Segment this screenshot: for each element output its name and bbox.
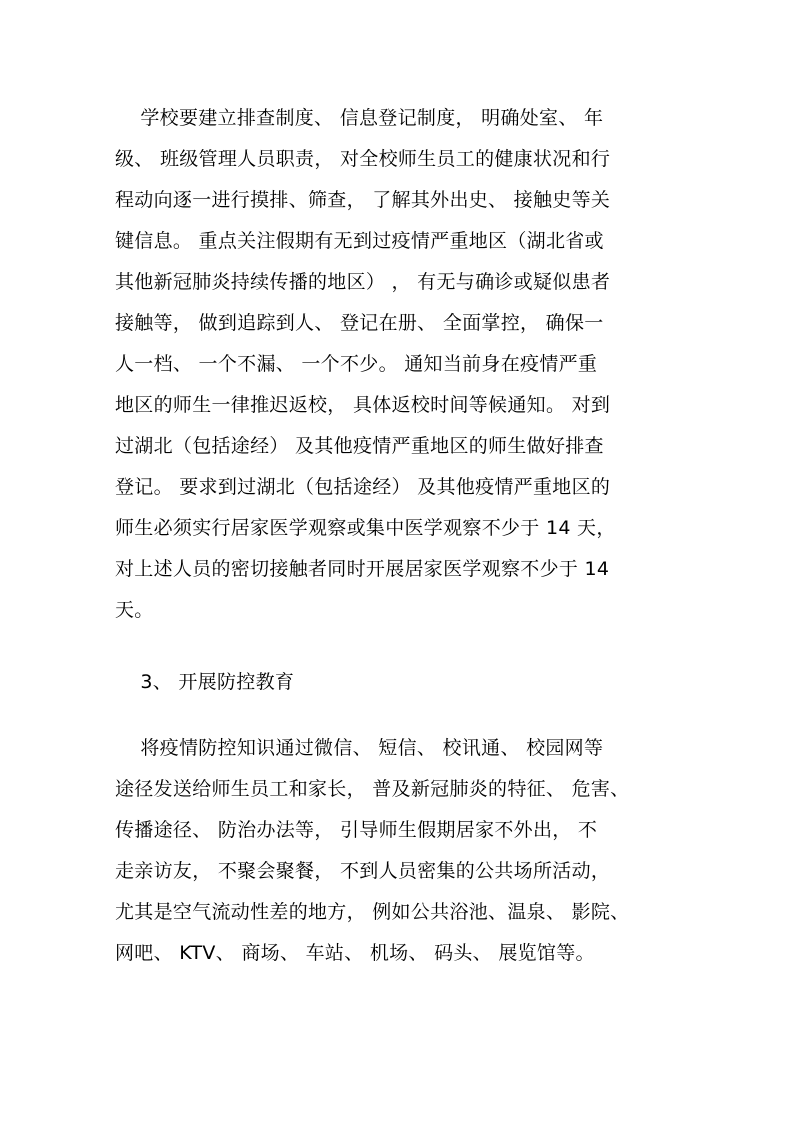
paragraph-1-line: 人一档、 一个不漏、 一个不少。 通知当前身在疫情严重 xyxy=(115,353,598,375)
paragraph-1-line: 程动向逐一进行摸排、筛查， 了解其外出史、 接触史等关 xyxy=(115,189,611,211)
paragraph-2-line: 途径发送给师生员工和家长， 普及新冠肺炎的特征、 危害、 xyxy=(115,778,630,800)
paragraph-1-line: 天。 xyxy=(115,599,154,621)
section-heading: 3、 开展防控教育 xyxy=(115,671,295,693)
paragraph-1-line: 对上述人员的密切接触者同时开展居家医学观察不少于 14 xyxy=(115,558,610,580)
paragraph-1-line: 接触等， 做到追踪到人、 登记在册、 全面掌控， 确保一 xyxy=(115,312,604,334)
paragraph-1-line: 过湖北（包括途经） 及其他疫情严重地区的师生做好排查 xyxy=(115,435,604,457)
paragraph-2-line: 传播途径、 防治办法等， 引导师生假期居家不外出， 不 xyxy=(115,819,598,841)
paragraph-2-line: 尤其是空气流动性差的地方， 例如公共浴池、温泉、 影院、 xyxy=(115,901,630,923)
paragraph-1-line: 级、 班级管理人员职责， 对全校师生员工的健康状况和行 xyxy=(115,148,611,170)
paragraph-1-line: 其他新冠肺炎持续传播的地区） ， 有无与确诊或疑似患者 xyxy=(115,271,611,293)
paragraph-1-line: 登记。 要求到过湖北（包括途经） 及其他疫情严重地区的 xyxy=(115,476,611,498)
paragraph-2-line: 走亲访友， 不聚会聚餐， 不到人员密集的公共场所活动， xyxy=(115,860,611,882)
paragraph-1-line: 键信息。 重点关注假期有无到过疫情严重地区（湖北省或 xyxy=(115,230,604,252)
paragraph-1-line: 师生必须实行居家医学观察或集中医学观察不少于 14 天， xyxy=(115,517,616,539)
paragraph-2-line: 将疫情防控知识通过微信、 短信、 校讯通、 校园网等 xyxy=(115,737,604,759)
paragraph-1-line: 地区的师生一律推迟返校， 具体返校时间等候通知。 对到 xyxy=(115,394,611,416)
paragraph-2-line: 网吧、 KTV、 商场、 车站、 机场、 码头、 展览馆等。 xyxy=(115,942,595,964)
paragraph-1-line: 学校要建立排查制度、 信息登记制度， 明确处室、 年 xyxy=(115,107,604,129)
